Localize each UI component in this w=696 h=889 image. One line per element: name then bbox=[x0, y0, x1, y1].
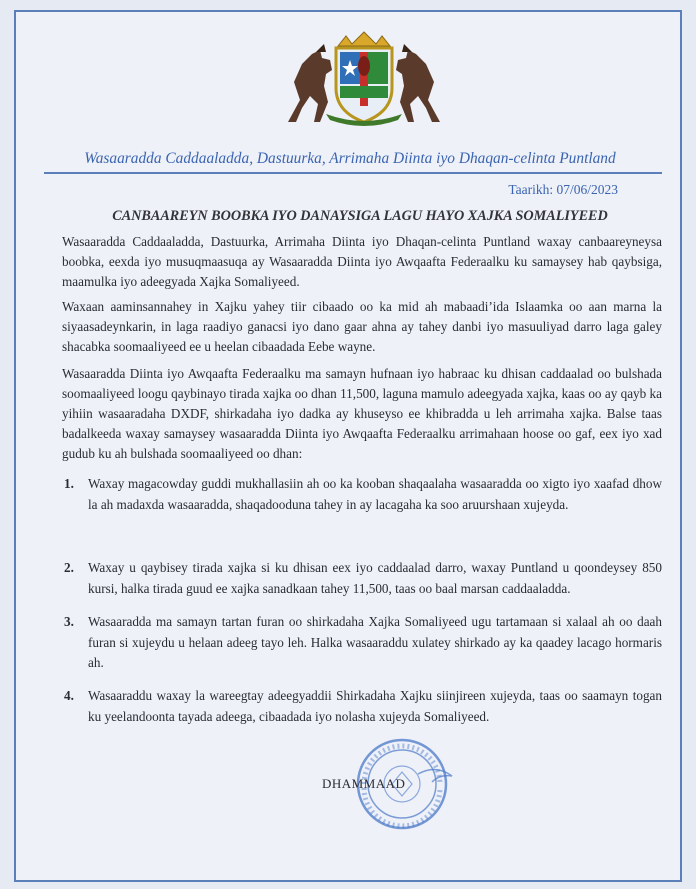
paragraph-3: Wasaaradda Diinta iyo Awqaafta Federaalku ma samayn hufnaan iyo habraac ku dhisan caddaalad oo bulshada soomaaliyeed loogu qaybinayo tirada xajka oo dhan 11,500, laguna mamulo adeegyada xajka, kaas oo ay qayb ka yihiin wasaaradaha DXDF, shirkadaha iyo dadka ay khuseyso ee khibradda u leh arrimaha xajka. Balse taas badalkeeda waxay samaysey wasaaradda Diinta iyo Awqaafta Federaalku arrimahaan hoose oo gaf, eex iyo xad gudub ku ah bulshada soomaaliyeed oo dhan: bbox=[62, 366, 662, 461]
paragraph-2: Waxaan aaminsannahey in Xajku yahey tiir cibaado oo ka mid ah mabaadi’ida Islaamka oo aan marna la siyaasadeynkarin, in laga raadiyo ganacsi iyo dano gaar ahna ay tahey danbi iyo masuuliyad darro laga galey shacabka soomaaliyeed ee u heelan cibaadada Eebe wayne. bbox=[62, 299, 662, 354]
header-divider bbox=[44, 172, 662, 174]
list-text: Wasaaraddu waxay la wareegtay adeegyaddii Shirkadaha Xajku siinjireen xujeyda, taas oo saamayn togan ku yeelandoonta tayada adeega, cibaadada iyo nolasha xujeyda Somaliyeed. bbox=[88, 688, 662, 724]
document-title: CANBAAREYN BOOBKA IYO DANAYSIGA LAGU HAYO XAJKA SOMALIYEED bbox=[112, 208, 608, 224]
ministry-name: Wasaaradda Caddaaladda, Dastuurka, Arrimaha Diinta iyo Dhaqan-celinta Puntland bbox=[84, 150, 616, 167]
list-number: 1. bbox=[64, 476, 74, 491]
list-number: 4. bbox=[64, 688, 74, 703]
list-number: 2. bbox=[64, 560, 74, 575]
list-text: Waxay magacowday guddi mukhallasiin ah oo ka kooban shaqaalaha wasaaradda oo xigto iyo xaafad dhow la ah madaxda wasaaradda, shaqadooduna tahey in ay lacagaha ka soo aruurshaan xujeyda. bbox=[88, 476, 662, 512]
list-number: 3. bbox=[64, 614, 74, 629]
puntland-emblem-icon bbox=[280, 30, 448, 128]
document-date: Taarikh: 07/06/2023 bbox=[508, 182, 618, 197]
closing-text: DHAMMAAD bbox=[322, 776, 406, 791]
letterhead-page bbox=[14, 10, 682, 882]
list-text: Wasaaradda ma samayn tartan furan oo shirkadaha Xajka Somaliyeed ugu tartamaan si xalaal ah oo daah furan si xujeydu u helaan adeeg tayo leh. Halka wasaaraddu xulatey shirkado ay ka qaadey lacago hormaris ah. bbox=[88, 614, 662, 670]
list-text: Waxay u qaybisey tirada xajka si ku dhisan eex iyo caddaalad darro, waxay Puntland u qoondeysey 850 kursi, halka tirada guud ee xajka sanadkaan tahey 11,500, taas oo baal marsan caddaaladda. bbox=[88, 560, 662, 596]
paragraph-1: Wasaaradda Caddaaladda, Dastuurka, Arrimaha Diinta iyo Dhaqan-celinta Puntland waxay canbaareyneysa boobka, eexda iyo musuqmaasuqa ay Wasaaradda Diinta iyo Awqaafta Federaalku ku samaysey hab qaybsiga, maamulka iyo adeegyada Xajka Somaliyeed. bbox=[62, 234, 662, 289]
